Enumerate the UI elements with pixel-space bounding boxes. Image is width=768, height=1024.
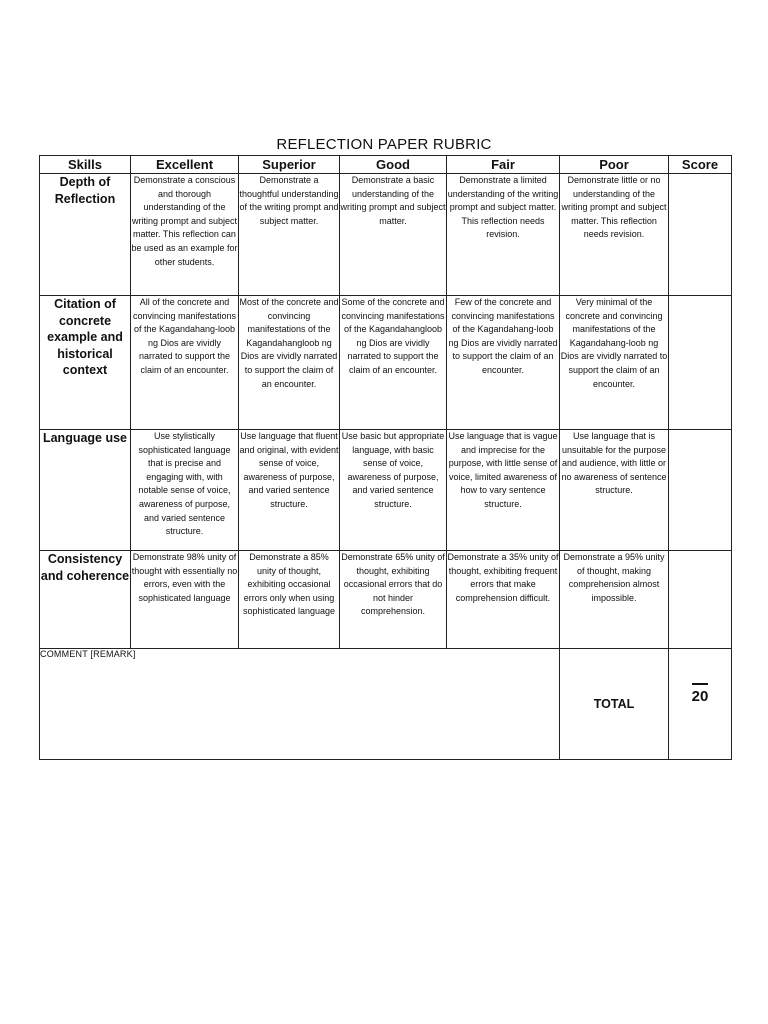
score-cell[interactable] <box>669 551 732 649</box>
skill-depth-of-reflection: Depth of Reflection <box>40 174 131 296</box>
comment-row <box>40 649 732 760</box>
criteria-excellent: All of the concrete and convincing manifestations of the Kagandahang-loob ng Dios are vividly narrated to support the claim of an encounter. <box>131 296 239 430</box>
score-cell[interactable] <box>669 296 732 430</box>
comment-remark-box[interactable] <box>40 649 560 760</box>
criteria-fair: Demonstrate a limited understanding of the writing prompt and subject matter. This reflection needs revision. <box>447 174 560 296</box>
criteria-superior: Use language that fluent and original, with evident sense of voice, awareness of purpose, and varied sentence structure. <box>239 430 340 551</box>
criteria-superior: Most of the concrete and convincing manifestations of the Kagandahangloob ng Dios are vividly narrated to support the claim of an encounter. <box>239 296 340 430</box>
criteria-fair: Few of the concrete and convincing manifestations of the Kagandahang-loob ng Dios are vividly narrated to support the claim of an encounter. <box>447 296 560 430</box>
header-score: Score <box>669 156 732 174</box>
table-row <box>40 551 732 649</box>
rubric-title: REFLECTION PAPER RUBRIC <box>276 136 492 153</box>
criteria-excellent: Use stylistically sophisticated language that is precise and engaging with, with notable sense of voice, awareness of purpose, and varied sentence structure. <box>131 430 239 551</box>
header-row <box>40 156 732 174</box>
criteria-poor: Use language that is unsuitable for the purpose and audience, with little or no awareness of sentence structure. <box>560 430 669 551</box>
criteria-superior: Demonstrate a thoughtful understanding of the writing prompt and subject matter. <box>239 174 340 296</box>
criteria-good: Demonstrate 65% unity of thought, exhibiting occasional errors that do not hinder comprehension. <box>340 551 447 649</box>
criteria-excellent: Demonstrate 98% unity of thought with essentially no errors, even with the sophisticated language <box>131 551 239 649</box>
header-fair: Fair <box>447 156 560 174</box>
score-cell[interactable] <box>669 174 732 296</box>
criteria-poor: Demonstrate a 95% unity of thought, making comprehension almost impossible. <box>560 551 669 649</box>
total-label: TOTAL <box>560 649 669 760</box>
table-row <box>40 174 732 296</box>
header-skills: Skills <box>40 156 131 174</box>
criteria-good: Use basic but appropriate language, with basic sense of voice, awareness of purpose, and varied sentence structure. <box>340 430 447 551</box>
table-row <box>40 430 732 551</box>
criteria-superior: Demonstrate a 85% unity of thought, exhibiting occasional errors only when using sophisticated language <box>239 551 340 649</box>
criteria-fair: Use language that is vague and imprecise for the purpose, with little sense of voice, limited awareness of how to vary sentence structure. <box>447 430 560 551</box>
score-cell[interactable] <box>669 430 732 551</box>
criteria-poor: Demonstrate little or no understanding of the writing prompt and subject matter. This reflection needs revision. <box>560 174 669 296</box>
criteria-good: Demonstrate a basic understanding of the writing prompt and subject matter. <box>340 174 447 296</box>
rubric-table <box>39 155 732 760</box>
criteria-fair: Demonstrate a 35% unity of thought, exhibiting frequent errors that make comprehension difficult. <box>447 551 560 649</box>
criteria-good: Some of the concrete and convincing manifestations of the Kagandahangloob ng Dios are vividly narrated to support the claim of an encounter. <box>340 296 447 430</box>
header-good: Good <box>340 156 447 174</box>
criteria-excellent: Demonstrate a conscious and thorough understanding of the writing prompt and subject matter. This reflection can be used as an example for other students. <box>131 174 239 296</box>
header-superior: Superior <box>239 156 340 174</box>
total-points: 20 <box>692 683 709 705</box>
header-poor: Poor <box>560 156 669 174</box>
total-score-cell <box>669 649 732 760</box>
comment-label: COMMENT [REMARK] <box>40 649 136 659</box>
table-row <box>40 296 732 430</box>
criteria-poor: Very minimal of the concrete and convincing manifestations of the Kagandahang-loob ng Dios are vividly narrated to support the claim of an encounter. <box>560 296 669 430</box>
skill-language-use: Language use <box>40 430 131 551</box>
skill-citation: Citation of concrete example and historical context <box>40 296 131 430</box>
header-excellent: Excellent <box>131 156 239 174</box>
skill-consistency: Consistency and coherence <box>40 551 131 649</box>
